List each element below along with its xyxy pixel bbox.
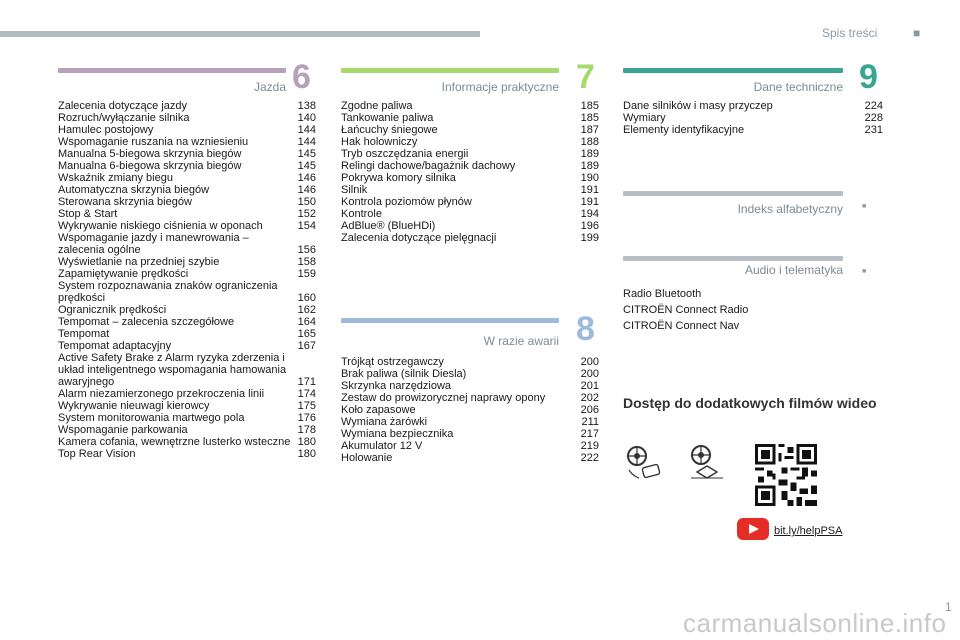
toc-entry-page: 228: [864, 112, 883, 124]
toc-entry-title: Zgodne paliwa: [341, 100, 413, 112]
toc-entry-title: Wspomaganie jazdy i manewrowania – zalecenia ogólne: [58, 232, 249, 256]
toc-entry[interactable]: [341, 392, 599, 404]
toc-entry-page: 189: [580, 160, 599, 172]
toc-entry-page: 145: [297, 160, 316, 172]
toc-entry-page: 180: [297, 436, 316, 448]
page-header-title: Spis treści: [822, 26, 878, 40]
toc-entry-page: 165: [297, 328, 316, 340]
section-bar: [623, 191, 843, 196]
toc-entry-title: Tempomat adaptacyjny: [58, 340, 172, 352]
toc-entry-page: 191: [580, 184, 599, 196]
toc-entry[interactable]: [341, 440, 599, 452]
toc-entry[interactable]: [58, 148, 316, 160]
audio-list: [623, 286, 748, 334]
toc-entry-page: 211: [581, 416, 599, 428]
toc-entry-title: Alarm niezamierzonego przekroczenia linii: [58, 388, 265, 400]
toc-entry[interactable]: [58, 196, 316, 208]
toc-entry-page: 164: [297, 316, 316, 328]
toc-entry[interactable]: [341, 368, 599, 380]
toc-entry-page: 191: [580, 196, 599, 208]
toc-entry[interactable]: [58, 424, 316, 436]
page-number: 1: [945, 600, 952, 614]
toc-entry-page: 231: [864, 124, 883, 136]
toc-entry-page: 199: [580, 232, 599, 244]
toc-entry-page: 156: [297, 244, 316, 256]
video-heading: Dostęp do dodatkowych filmów wideo: [623, 395, 877, 411]
toc-entry-page: 171: [297, 376, 316, 388]
toc-entry-title: Tempomat: [58, 328, 110, 340]
section-jazda: [58, 68, 286, 94]
section-bar: [58, 68, 286, 73]
toc-entry-page: 162: [297, 304, 316, 316]
toc-entry-page: 140: [297, 112, 316, 124]
toc-entry-page: 200: [580, 356, 599, 368]
toc-entry[interactable]: [623, 124, 883, 136]
toc-entry-page: 174: [297, 388, 316, 400]
section-title: Indeks alfabetyczny: [737, 202, 843, 216]
toc-entry-page: 138: [297, 100, 316, 112]
toc-entry-page: 178: [297, 424, 316, 436]
toc-entry-title: Wspomaganie parkowania: [58, 424, 188, 436]
toc-entry-title: Zalecenia dotyczące pielęgnacji: [341, 232, 497, 244]
toc-entry[interactable]: [341, 452, 599, 464]
toc-entry-title: Holowanie: [341, 452, 393, 464]
section-number: 7: [576, 58, 595, 96]
toc-entry-title: Rozruch/wyłączanie silnika: [58, 112, 190, 124]
section-title: Audio i telematyka: [744, 263, 843, 277]
toc-entry[interactable]: [58, 412, 316, 424]
toc-entry-page: 145: [297, 148, 316, 160]
toc-entry-title: Wspomaganie ruszania na wzniesieniu: [58, 136, 249, 148]
toc-entry-page: 144: [297, 124, 316, 136]
toc-entry-title: Silnik: [341, 184, 368, 196]
toc-entry[interactable]: [341, 380, 599, 392]
section-title: Informacje praktyczne: [441, 80, 559, 94]
toc-entry-page: 217: [580, 428, 599, 440]
toc-entry-page: 201: [580, 380, 599, 392]
toc-entry-page: 196: [580, 220, 599, 232]
section-dane-techniczne: [623, 68, 843, 94]
toc-entry[interactable]: [58, 328, 316, 340]
toc-entry-title: Dane silników i masy przyczep: [623, 100, 773, 112]
toc-entry-title: Zestaw do prowizorycznej naprawy opony: [341, 392, 546, 404]
toc-entry[interactable]: [341, 160, 599, 172]
audio-entry[interactable]: Radio Bluetooth: [623, 288, 702, 300]
toc-list-informacje: [341, 100, 599, 244]
toc-entry[interactable]: [58, 172, 316, 184]
toc-entry-title: Relingi dachowe/bagażnik dachowy: [341, 160, 516, 172]
toc-entry[interactable]: [341, 148, 599, 160]
toc-entry-page: 200: [580, 368, 599, 380]
toc-entry[interactable]: [341, 416, 599, 428]
toc-entry-title: System rozpoznawania znaków ograniczenia prędkości: [58, 280, 278, 304]
toc-entry[interactable]: [58, 316, 316, 328]
toc-entry[interactable]: [341, 404, 599, 416]
toc-entry-title: Automatyczna skrzynia biegów: [58, 184, 210, 196]
toc-entry-page: 176: [297, 412, 316, 424]
toc-entry[interactable]: [58, 100, 316, 112]
toc-entry-title: System monitorowania martwego pola: [58, 412, 245, 424]
toc-entry-title: Manualna 6-biegowa skrzynia biegów: [58, 160, 242, 172]
toc-list-jazda: [58, 100, 316, 460]
toc-entry-page: 150: [297, 196, 316, 208]
toc-entry-page: 224: [864, 100, 883, 112]
toc-entry-page: 189: [580, 148, 599, 160]
toc-entry[interactable]: [341, 356, 599, 368]
toc-entry-page: 152: [297, 208, 316, 220]
toc-entry[interactable]: [58, 160, 316, 172]
toc-entry-title: Zalecenia dotyczące jazdy: [58, 100, 188, 112]
toc-entry[interactable]: [341, 100, 599, 112]
section-marker: ■: [862, 203, 867, 210]
toc-entry[interactable]: [58, 304, 316, 316]
toc-entry-title: Wymiana żarówki: [341, 416, 428, 428]
youtube-icon[interactable]: [737, 518, 769, 540]
toc-entry[interactable]: [58, 112, 316, 124]
toc-entry-title: Zapamiętywanie prędkości: [58, 268, 189, 280]
toc-entry[interactable]: [341, 184, 599, 196]
toc-entry[interactable]: [58, 256, 316, 268]
toc-entry[interactable]: [58, 340, 316, 352]
audio-entry[interactable]: CITROËN Connect Nav: [623, 320, 740, 332]
toc-entry-page: 190: [580, 172, 599, 184]
toc-entry[interactable]: [58, 268, 316, 280]
toc-entry[interactable]: [58, 436, 316, 448]
toc-entry-title: Top Rear Vision: [58, 448, 136, 460]
toc-entry-page: 146: [297, 172, 316, 184]
toc-entry-title: Hak holowniczy: [341, 136, 418, 148]
toc-entry-page: 158: [297, 256, 316, 268]
toc-entry[interactable]: [58, 208, 316, 220]
header-marker: ■: [913, 26, 921, 40]
toc-entry-title: Trójkąt ostrzegawczy: [341, 356, 444, 368]
section-bar: [623, 68, 843, 73]
section-w-razie-awarii: [341, 318, 559, 348]
toc-entry-title: Stop & Start: [58, 208, 118, 220]
toc-entry-title: Elementy identyfikacyjne: [623, 124, 745, 136]
toc-entry-page: 185: [580, 112, 599, 124]
toc-entry-page: 159: [297, 268, 316, 280]
toc-entry-page: 144: [297, 136, 316, 148]
audio-entry[interactable]: CITROËN Connect Radio: [623, 304, 749, 316]
toc-entry[interactable]: [58, 124, 316, 136]
toc-entry-title: Kontrola poziomów płynów: [341, 196, 472, 208]
toc-entry-title: Koło zapasowe: [341, 404, 416, 416]
toc-entry-title: Akumulator 12 V: [341, 440, 423, 452]
toc-entry[interactable]: [58, 352, 316, 388]
section-number: 8: [576, 310, 595, 348]
toc-entry[interactable]: [341, 136, 599, 148]
toc-entry-page: 175: [297, 400, 316, 412]
toc-entry-title: Wskaźnik zmiany biegu: [58, 172, 173, 184]
toc-entry-page: 206: [580, 404, 599, 416]
section-number: 9: [859, 58, 878, 96]
toc-entry[interactable]: [341, 220, 599, 232]
toc-entry[interactable]: [58, 220, 316, 232]
toc-entry-title: Manualna 5-biegowa skrzynia biegów: [58, 148, 242, 160]
toc-entry-page: 187: [580, 124, 599, 136]
section-bar: [341, 318, 559, 323]
toc-entry[interactable]: [58, 136, 316, 148]
toc-entry-page: 180: [297, 448, 316, 460]
toc-entry-title: Tryb oszczędzania energii: [341, 148, 469, 160]
toc-entry-title: Active Safety Brake z Alarm ryzyka zderzenia i układ inteligentnego wspomagania hamowania awaryjnego: [58, 352, 287, 388]
toc-entry-title: Tankowanie paliwa: [341, 112, 434, 124]
toc-entry[interactable]: [341, 196, 599, 208]
toc-entry-title: Wykrywanie nieuwagi kierowcy: [58, 400, 210, 412]
toc-list-dane: [623, 100, 883, 136]
section-marker: ■: [862, 268, 867, 275]
toc-entry-title: Wyświetlanie na przedniej szybie: [58, 256, 220, 268]
toc-entry-page: 154: [297, 220, 316, 232]
toc-entry-title: Pokrywa komory silnika: [341, 172, 456, 184]
section-title: Dane techniczne: [753, 80, 843, 94]
toc-entry-title: Kontrole: [341, 208, 382, 220]
toc-entry-title: Łańcuchy śniegowe: [341, 124, 438, 136]
toc-entry[interactable]: [58, 400, 316, 412]
toc-entry-title: AdBlue® (BlueHDi): [341, 220, 436, 232]
toc-entry-page: 222: [580, 452, 599, 464]
toc-entry[interactable]: [58, 388, 316, 400]
toc-entry[interactable]: [58, 184, 316, 196]
toc-entry-title: Skrzynka narzędziowa: [341, 380, 452, 392]
qr-code-icon: [755, 444, 817, 511]
toc-entry-page: 219: [580, 440, 599, 452]
spare-wheel-icon: [689, 444, 729, 487]
toc-entry-title: Kamera cofania, wewnętrzne lusterko wsteczne: [58, 436, 291, 448]
header-bar: [0, 31, 480, 37]
toc-entry[interactable]: [58, 280, 316, 304]
toc-entry[interactable]: [341, 208, 599, 220]
section-bar: [623, 256, 843, 261]
section-number: 6: [292, 58, 311, 96]
toc-entry[interactable]: [341, 112, 599, 124]
toc-entry-title: Wykrywanie niskiego ciśnienia w oponach: [58, 220, 263, 232]
toc-entry-title: Hamulec postojowy: [58, 124, 154, 136]
toc-entry[interactable]: [58, 232, 316, 256]
section-informacje-praktyczne: [341, 68, 559, 94]
section-indeks: [623, 191, 843, 216]
toc-entry[interactable]: [623, 112, 883, 124]
toc-entry-page: 167: [297, 340, 316, 352]
toc-entry-page: 202: [580, 392, 599, 404]
toc-entry-page: 188: [580, 136, 599, 148]
toc-entry-page: 194: [580, 208, 599, 220]
toc-entry-page: 185: [580, 100, 599, 112]
toc-entry[interactable]: [341, 124, 599, 136]
toc-entry[interactable]: [623, 100, 883, 112]
section-title: Jazda: [253, 80, 286, 94]
section-bar: [341, 68, 559, 73]
toc-entry-title: Wymiana bezpiecznika: [341, 428, 454, 440]
toc-entry[interactable]: [341, 428, 599, 440]
toc-entry-title: Wymiary: [623, 112, 666, 124]
tire-repair-icon: [625, 444, 665, 487]
toc-entry-title: Sterowana skrzynia biegów: [58, 196, 192, 208]
toc-entry-page: 160: [297, 292, 316, 304]
toc-entry[interactable]: [341, 232, 599, 244]
help-video-link[interactable]: bit.ly/helpPSA: [774, 525, 843, 537]
watermark: carmanualsonline.info: [683, 608, 947, 638]
toc-list-awarii: [341, 356, 599, 464]
section-title: W razie awarii: [483, 334, 559, 348]
toc-entry[interactable]: [58, 448, 316, 460]
section-audio: [623, 256, 843, 277]
toc-entry-title: Tempomat – zalecenia szczegółowe: [58, 316, 235, 328]
toc-entry-page: 146: [297, 184, 316, 196]
toc-entry-title: Brak paliwa (silnik Diesla): [341, 368, 467, 380]
toc-entry[interactable]: [341, 172, 599, 184]
toc-entry-title: Ogranicznik prędkości: [58, 304, 167, 316]
